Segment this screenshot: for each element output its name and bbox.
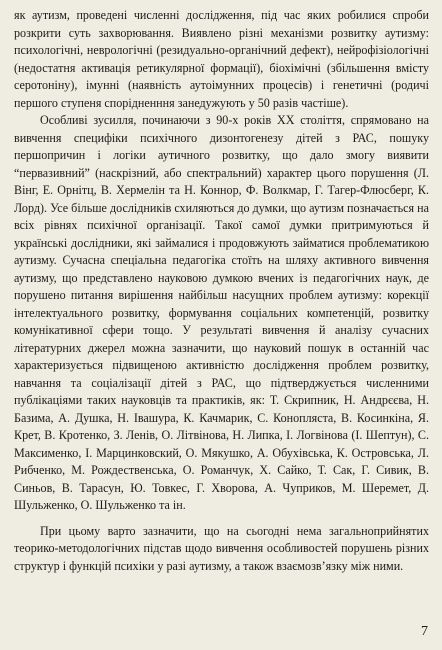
paragraph-2: Особливі зусилля, починаючи з 90-х років XX століття, спрямовано на вивчення специфіки психічного дизонтогенезу дітей з РАС, пошуку першопричин і логіки аутичного розвитку, що дало змогу виявити “первазивний” (наскрізний, або спектральний) характер цього порушення (Л. Вінг, Е. Орнітц, В. Хермелін та Н. Коннор, Ф. Волкмар, Г. Тагер-Флюсберг, К. Лорд). Усе більше дослідників схиляються до думки, що аутизм позначається на всіх рівнях психічної організації. Такої самої думки притримуються й українські дослідники, які займалися і продовжують займатися проблематикою аутизму. Сучасна спеціальна педагогіка стоїть на шляху активного вивчення аутизму, що представлено науковою думкою вчених із педагогічних наук, де порушено питання вирішення найбільш насущних проблем аутизму: корекції інтелектуального розвитку, формування соціальних компетенцій, розвитку комунікативної сфери тощо. У результаті вивчення й аналізу сучасних літературних джерел можна зазначити, що науковий пошук в останній час характеризується підвищеною активністю дослідження проблем розвитку, навчання та соціалізації дітей з РАС, що підтверджується численними публікаціями таких науковців та практиків, як: Т. Скрипник, Н. Андрєєва, Н. Базима, А. Душка, Н. Івашура, К. Качмарик, С. Коноплястa, В. Косинкіна, Я. Крет, В. Кротенко, З. Ленів, О. Літвінова, Н. Липка, І. Логвінова (І. Шептун), С. Максименко, І. Марцинковский, О. Мякушко, А. Обухівська, К. Островська, Л. Рибченко, М. Рождественська, О. Романчук, Х. Сайко, Т. Сак, Г. Сивик, В. Синьов, В. Тарасун, Ю. Товкес, Г. Хворова, А. Чуприков, М. Шеремет, Д. Шульженко, О. Шульженко та ін. xyxy=(14,113,429,512)
page-number: 7 xyxy=(421,624,428,639)
paragraph-gap xyxy=(14,515,429,523)
paragraph-3: При цьому варто зазначити, що на сьогодні нема загальноприйнятих теорико-методологічних підстав щодо вивчення особливостей порушень різних структур і функцій психіки у разі аутизму, а також взаємозв’язку між ними. xyxy=(14,523,429,573)
paragraph-1: як аутизм, проведені численні дослідження, під час яких робилися спроби розкрити суть захворювання. Виявлено різні механізми розвитку аутизму: психологічні, неврологічні (резидуально-органічний дефект), нейрофізіологічні (недостатня активація ретикулярної формації), біохімічні (збільшення вмісту серотоніну), імунні (наявність аутоімунних процесів) і генетичні (родичі першого ступеня спорідненння занедужують у 50 разів частіше). xyxy=(14,8,429,110)
